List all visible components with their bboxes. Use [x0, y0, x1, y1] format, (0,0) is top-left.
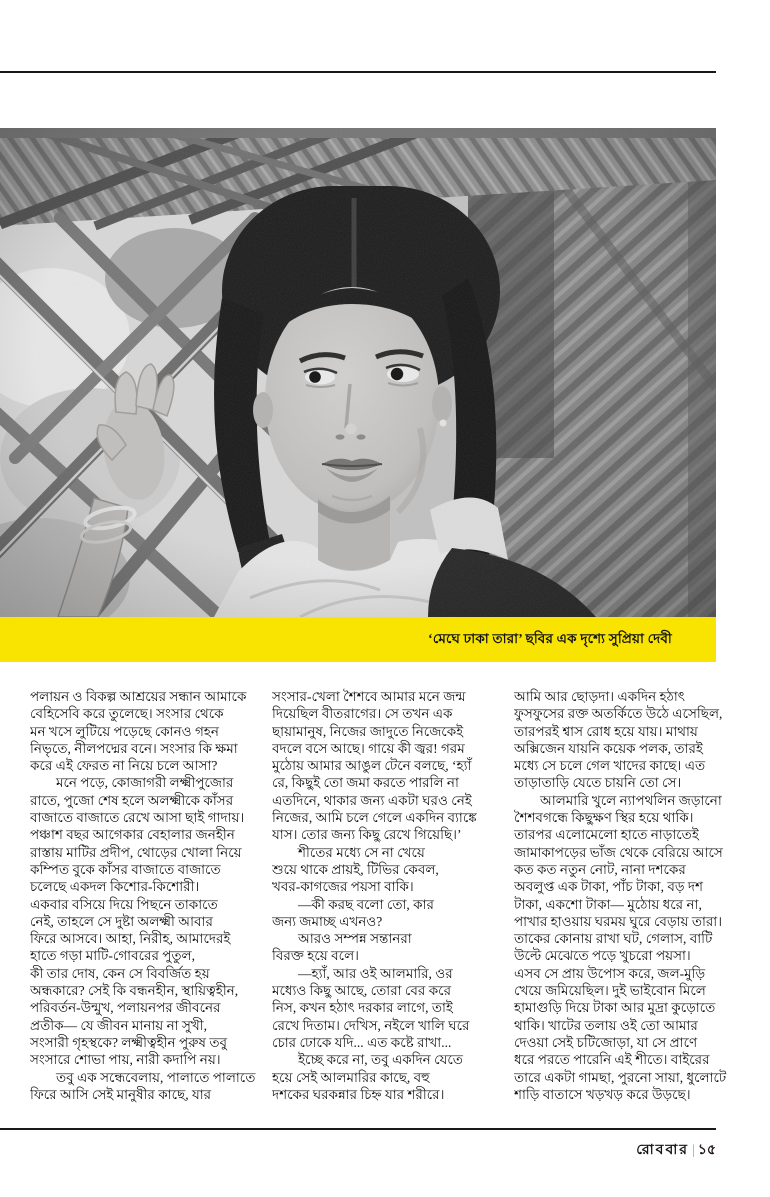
- text-line: পঞ্চাশ বছর আগেকার বেহালার জনহীন: [30, 827, 235, 843]
- text-line: এসব সে প্রায় উপোস করে, জল-মুড়ি: [514, 965, 706, 981]
- text-line: রাতে, পুজো শেষ হলে অলক্ষ্মীকে কাঁসর: [30, 792, 234, 808]
- text-line: তারপরই শ্বাস রোধ হয়ে যায়। মাথায়: [514, 723, 698, 739]
- footer-rule: [0, 1128, 716, 1130]
- text-line: অন্ধকারে? সেই কি বন্ধনহীন, স্থায়িত্বহীন,: [30, 983, 239, 999]
- text-line: কম্পিত বুকে কাঁসর বাজাতে বাজাতে: [30, 861, 221, 877]
- text-line: রাস্তায় মাটির প্রদীপ, থোড়ের খোলা নিয়ে: [30, 844, 242, 860]
- text-line: এতদিনে, থাকার জন্য একটা ঘরও নেই: [272, 792, 472, 808]
- text-line: পরিবর্তন-উন্মুখ, পলায়নপর জীবনের: [30, 1000, 221, 1016]
- text-line: চলেছে একদল কিশোর-কিশোরী।: [30, 879, 200, 895]
- text-line: পলায়ন ও বিকল্প আশ্রয়ের সন্ধান আমাকে: [30, 689, 247, 704]
- text-line: আরও সম্পন্ন সন্তানরা: [298, 931, 412, 947]
- photo-caption: ‘মেঘে ঢাকা তারা’ ছবির এক দৃশ্যে সুপ্রিয়া দেবী: [428, 631, 672, 646]
- text-line: খবর-কাগজের পয়সা বাকি।: [272, 879, 414, 895]
- text-line: মধ্যে সে চলে গেল খাদের কাছে। এত: [514, 758, 706, 774]
- text-line: আলমারি খুলে ন্যাপথলিন জড়ানো: [540, 792, 722, 808]
- text-line: নিভৃতে, নীলপদ্মের বনে। সংসার কি ক্ষমা: [30, 740, 238, 756]
- film-still-photo: [0, 128, 716, 617]
- text-line: শাড়ি বাতাসে খড়খড় করে উড়ছে।: [514, 1086, 691, 1102]
- photo-grain: [0, 128, 716, 617]
- text-line: বেহিসেবি করে তুলেছে। সংসার থেকে: [30, 706, 224, 722]
- text-line: ফুসফুসের রক্ত অতর্কিতে উঠে এসেছিল,: [514, 706, 723, 722]
- text-line: তবু এক সন্ধেবেলায়, পালাতে পালাতে: [56, 1069, 256, 1085]
- text-line: ধরে পরতে পারেনি এই শীতে। বাইরের: [514, 1052, 710, 1068]
- text-line: মন খসে লুটিয়ে পড়েছে কোনও গহন: [30, 723, 219, 739]
- text-line: ইচ্ছে করে না, তবু একদিন যেতে: [298, 1052, 463, 1068]
- text-line: একবার বসিয়ে দিয়ে পিছনে তাকাতে: [30, 896, 218, 912]
- text-line: নেই, তাহলে সে দুষ্টা অলক্ষ্মী আবার: [30, 913, 213, 929]
- text-line: কত কত নতুন নোট, নানা দশকের: [514, 861, 686, 877]
- text-line: হাতে গড়া মাটি-গোবরের পুতুল,: [30, 948, 195, 964]
- text-line: নিজের, আমি চলে গেলে একদিন ব্যাঙ্কে: [272, 810, 477, 826]
- page-number: ১৫: [697, 1143, 716, 1158]
- text-line: তাকের কোনায় রাখা ঘট, গেলাস, বাটি: [514, 931, 713, 947]
- text-line: শুয়ে থাকে প্রায়ই, টিভির কেবল,: [272, 861, 439, 877]
- header-rule: [0, 71, 716, 73]
- text-line: সংসারী গৃহস্থকে? লক্ষ্মীত্বহীন পুরুষ তবু: [30, 1034, 227, 1050]
- text-line: চোর ঢোকে যদি... এত কষ্টে রাখা...: [272, 1034, 452, 1050]
- photo-figure: [0, 128, 716, 662]
- article-column-3: [514, 688, 742, 1116]
- text-line: অবলুপ্ত এক টাকা, পাঁচ টাকা, বড় দশ: [514, 879, 703, 895]
- text-line: ছায়ামানুষ, নিজের জাদুতে নিজেকেই: [272, 723, 464, 739]
- text-line: যাস। তোর জন্য কিছু রেখে গিয়েছি।’: [272, 827, 462, 843]
- text-line: পাখার হাওয়ায় ঘরময় ঘুরে বেড়ায় তারা।: [514, 913, 723, 929]
- text-line: হয়ে সেই আলমারির কাছে, বহু: [272, 1069, 430, 1085]
- text-line: বদলে বসে আছে। গায়ে কী জ্বর! গরম: [272, 740, 465, 756]
- text-line: বিরক্ত হয়ে বলে।: [272, 948, 359, 964]
- text-line: রেখে দিতাম। দেখিস, নইলে খালি ঘরে: [272, 1017, 470, 1033]
- text-line: দিয়েছিল বীতরাগের। সে তখন এক: [272, 706, 453, 722]
- article-column-1: [30, 688, 258, 1116]
- photo-caption-bar: [0, 617, 716, 662]
- text-line: ফিরে আসি সেই মানুষীর কাছে, যার: [30, 1086, 212, 1102]
- text-line: অক্সিজেন যায়নি কয়েক পলক, তারই: [514, 740, 703, 756]
- text-line: টাকা, একশো টাকা— মুঠোয় ধরে না,: [514, 896, 702, 912]
- text-line: তারে একটা গামছা, পুরনো সায়া, ধুলোটে: [514, 1069, 727, 1085]
- text-line: সংসারে শোভা পায়, নারী কদাপি নয়।: [30, 1052, 221, 1068]
- text-line: শীতের মধ্যে সে না খেয়ে: [298, 844, 425, 860]
- text-line: আমি আর ছোড়দা। একদিন হঠাৎ: [514, 689, 685, 704]
- text-line: —কী করছ বলো তো, কার: [298, 896, 434, 912]
- text-line: মধ্যেও কিছু আছে, তোরা বের করে: [272, 983, 452, 999]
- text-line: উল্টে মেঝেতে পড়ে খুচরো পয়সা।: [514, 948, 691, 964]
- text-line: মুঠোয় আমার আঙুল টেনে বলছে, ‘হ্যাঁ: [272, 758, 472, 774]
- text-line: কী তার দোষ, কেন সে বিবর্জিত হয়: [30, 965, 210, 981]
- text-line: করে এই ফেরত না নিয়ে চলে আসা?: [30, 758, 218, 774]
- text-line: খেয়ে জমিয়েছিল। দুই ভাইবোন মিলে: [514, 983, 706, 999]
- text-line: রে, কিছুই তো জমা করতে পারলি না: [272, 775, 459, 791]
- text-line: বাজাতে বাজাতে রেখে আসা ছাই গাদায়।: [30, 810, 245, 826]
- text-line: ফিরে আসবে। আহা, নিরীহ, আমাদেরই: [30, 931, 231, 947]
- text-line: জামাকাপড়ের ভাঁজ থেকে বেরিয়ে আসে: [514, 844, 723, 860]
- text-line: তারপর এলোমেলো হাতে নাড়াতেই: [514, 827, 699, 843]
- text-line: প্রতীক— যে জীবন মানায় না সুখী,: [30, 1017, 207, 1033]
- text-line: নিস, কখন হঠাৎ দরকার লাগে, তাই: [272, 1000, 453, 1016]
- footer-separator: |: [692, 1143, 695, 1158]
- text-line: দশকের ঘরকন্নার চিহ্ন যার শরীরে।: [272, 1086, 445, 1102]
- text-line: মনে পড়ে, কোজাগরী লক্ষ্মীপুজোর: [56, 775, 234, 791]
- footer-text: [0, 1138, 716, 1162]
- text-line: থাকি। খাটের তলায় ওই তো আমার: [514, 1017, 698, 1033]
- text-line: সংসার-খেলা শৈশবে আমার মনে জন্ম: [272, 689, 466, 704]
- text-line: তাড়াতাড়ি যেতে চায়নি তো সে।: [514, 775, 682, 791]
- text-line: জন্য জমাচ্ছ এখনও?: [272, 913, 383, 929]
- article-column-2: [272, 688, 500, 1116]
- magazine-name: রোববার: [636, 1143, 690, 1158]
- article-body: [30, 688, 742, 1116]
- text-line: দেওয়া সেই চটিজোড়া, যা সে প্রাণে: [514, 1034, 698, 1050]
- text-line: শৈশবগন্ধে কিছুক্ষণ স্থির হয়ে থাকি।: [514, 810, 694, 826]
- text-line: —হ্যাঁ, আর ওই আলমারি, ওর: [298, 965, 453, 981]
- text-line: হামাগুড়ি দিয়ে টাকা আর মুদ্রা কুড়োতে: [514, 1000, 716, 1016]
